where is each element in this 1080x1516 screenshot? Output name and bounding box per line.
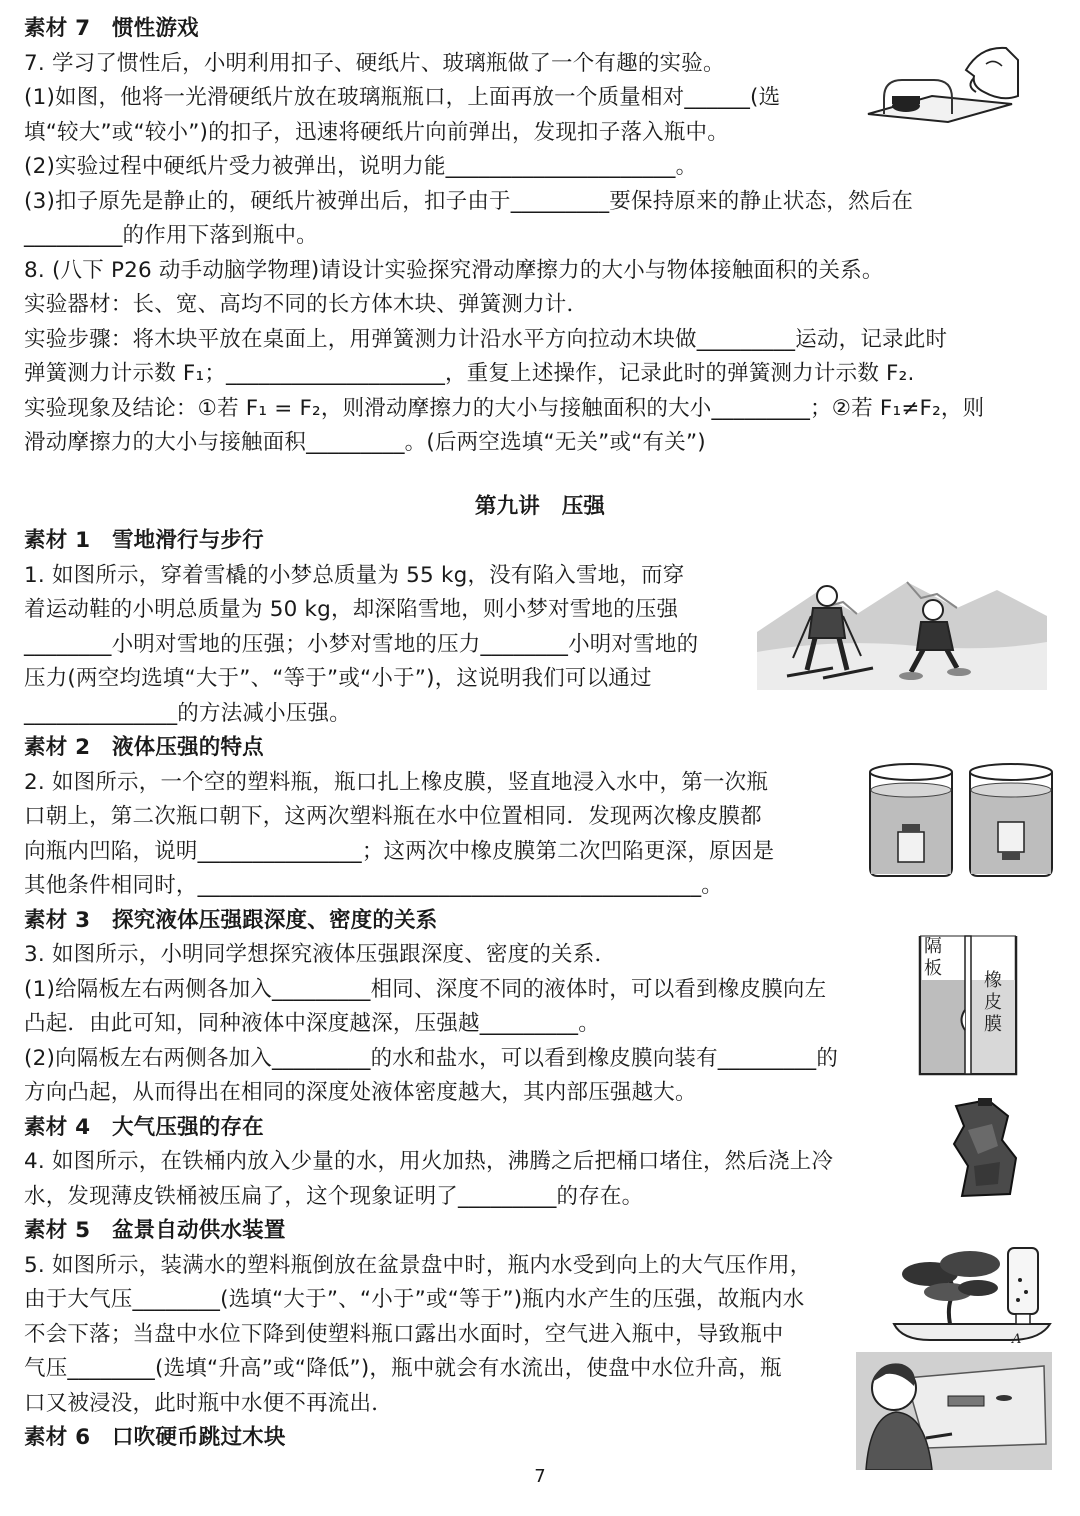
text-line: 3. 如图所示，小明同学想探究液体压强跟深度、密度的关系． xyxy=(24,942,617,967)
text-line: (1)如图，他将一光滑硬纸片放在玻璃瓶瓶口，上面再放一个质量相对______(选 xyxy=(24,85,781,110)
text-line: 弹簧测力计示数 F₁；____________________，重复上述操作，记录此时的弹簧测力计示数 F₂. xyxy=(24,361,915,386)
text-line: 2. 如图所示，一个空的塑料瓶，瓶口扎上橡皮膜，竖直地浸入水中，第一次瓶 xyxy=(24,770,769,795)
text-line: 8. (八下 P26 动手动脑学物理)请设计实验探究滑动摩擦力的大小与物体接触面积的关系。 xyxy=(24,258,884,283)
text-line: ______________的方法减小压强。 xyxy=(24,701,351,726)
text-line: 方向凸起，从而得出在相同的深度处液体密度越大，其内部压强越大。 xyxy=(24,1080,697,1105)
text-line: 4. 如图所示，在铁桶内放入少量的水，用火加热，沸腾之后把桶口堵住，然后浇上冷 xyxy=(24,1149,834,1174)
lecture-title: 第九讲 压强 xyxy=(474,494,606,519)
heading-material-6: 素材 6 口吹硬币跳过木块 xyxy=(24,1425,286,1450)
text-line: 不会下落；当盘中水位下降到使塑料瓶口露出水面时，空气进入瓶中，导致瓶中 xyxy=(24,1322,784,1347)
text-line: 填“较大”或“较小”)的扣子，迅速将硬纸片向前弹出，发现扣子落入瓶中。 xyxy=(24,120,729,145)
text-line: (2)实验过程中硬纸片受力被弹出，说明力能_____________________。 xyxy=(24,154,698,179)
text-line: (1)给隔板左右两侧各加入_________相同、深度不同的液体时，可以看到橡皮膜向左 xyxy=(24,977,827,1002)
coin-blowing-figure xyxy=(856,1352,1052,1470)
bonsai-water-supply-figure xyxy=(890,1240,1056,1352)
liquid-pressure-beakers-figure xyxy=(864,760,1054,880)
text-line: 气压________(选填“升高”或“降低”)，瓶中就会有水流出，使盘中水位升高，瓶 xyxy=(24,1356,782,1381)
text-line: 口朝上，第二次瓶口朝下，这两次塑料瓶在水中位置相同．发现两次橡皮膜都 xyxy=(24,804,762,829)
text-line: _________的作用下落到瓶中。 xyxy=(24,223,318,248)
heading-material-5: 素材 5 盆景自动供水装置 xyxy=(24,1218,286,1243)
text-line: 口又被浸没，此时瓶中水便不再流出． xyxy=(24,1391,393,1416)
crushed-can-figure xyxy=(948,1096,1024,1202)
text-line: 水，发现薄皮铁桶被压扁了，这个现象证明了_________的存在。 xyxy=(24,1184,644,1209)
text-line: 5. 如图所示，装满水的塑料瓶倒放在盆景盘中时，瓶内水受到向上的大气压作用， xyxy=(24,1253,812,1278)
text-line: 其他条件相同时，______________________________________________。 xyxy=(24,873,724,898)
membrane-label: 橡 皮 膜 xyxy=(984,970,1002,1035)
text-line: 实验步骤：将木块平放在桌面上，用弹簧测力计沿水平方向拉动木块做_________运动，记录此时 xyxy=(24,327,948,352)
heading-material-4: 素材 4 大气压强的存在 xyxy=(24,1115,264,1140)
point-a-label: A xyxy=(1012,1332,1022,1347)
heading-material-3: 素材 3 探究液体压强跟深度、密度的关系 xyxy=(24,908,438,933)
text-line: 向瓶内凹陷，说明_______________；这两次中橡皮膜第二次凹陷更深，原因是 xyxy=(24,839,775,864)
text-line: 实验器材：长、宽、高均不同的长方体木块、弹簧测力计． xyxy=(24,292,589,317)
inertia-experiment-figure xyxy=(862,40,1020,124)
text-line: 7. 学习了惯性后，小明利用扣子、硬纸片、玻璃瓶做了一个有趣的实验。 xyxy=(24,51,725,76)
text-line: 实验现象及结论：①若 F₁ = F₂，则滑动摩擦力的大小与接触面积的大小_________；②若 F₁≠F₂，则 xyxy=(24,396,985,421)
heading-material-1: 素材 1 雪地滑行与步行 xyxy=(24,528,264,553)
heading-material-2: 素材 2 液体压强的特点 xyxy=(24,735,264,760)
text-line: 1. 如图所示，穿着雪橇的小梦总质量为 55 kg，没有陷入雪地，而穿 xyxy=(24,563,685,588)
heading-material-7: 素材 7 惯性游戏 xyxy=(24,16,199,41)
text-line: (3)扣子原先是静止的，硬纸片被弹出后，扣子由于_________要保持原来的静止状态，然后在 xyxy=(24,189,914,214)
partition-label: 隔 板 xyxy=(924,936,942,979)
text-line: 凸起．由此可知，同种液体中深度越深，压强越_________。 xyxy=(24,1011,600,1036)
text-line: 滑动摩擦力的大小与接触面积_________。(后两空选填“无关”或“有关”) xyxy=(24,430,706,455)
text-line: 压力(两空均选填“大于”、“等于”或“小于”)，这说明我们可以通过 xyxy=(24,666,652,691)
text-line: ________小明对雪地的压强；小梦对雪地的压力________小明对雪地的 xyxy=(24,632,699,657)
text-line: (2)向隔板左右两侧各加入_________的水和盐水，可以看到橡皮膜向装有_________的 xyxy=(24,1046,839,1071)
text-line: 由于大气压________(选填“大于”、“小于”或“等于”)瓶内水产生的压强，故瓶内水 xyxy=(24,1287,805,1312)
snow-skiing-figure xyxy=(757,572,1047,690)
text-line: 着运动鞋的小明总质量为 50 kg，却深陷雪地，则小梦对雪地的压强 xyxy=(24,597,679,622)
page-number: 7 xyxy=(534,1466,546,1487)
